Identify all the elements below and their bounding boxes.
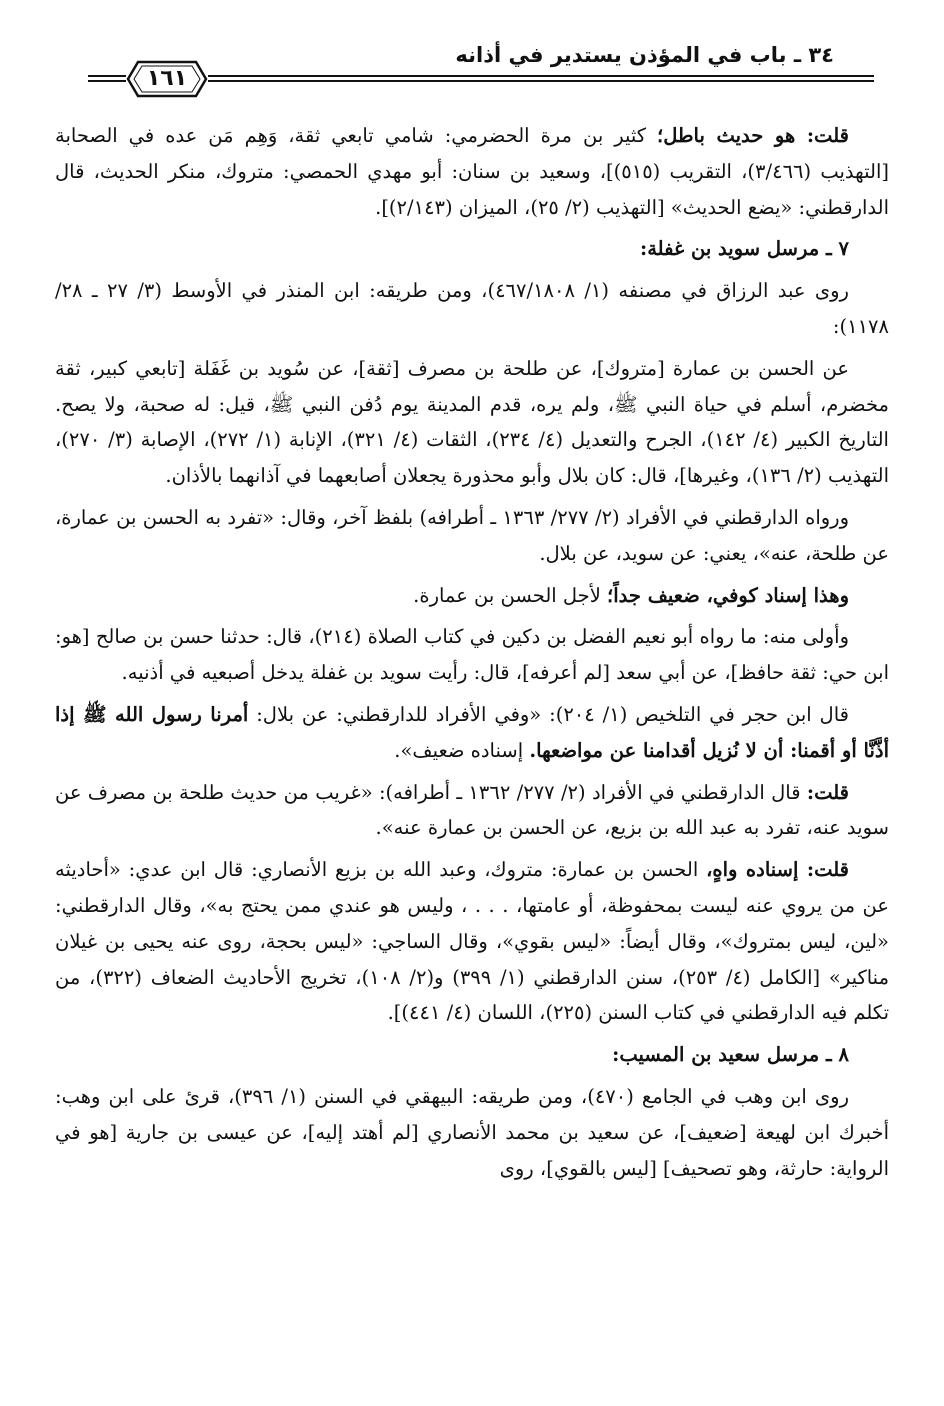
body-text <box>55 118 889 1192</box>
page-number: ١٦١ <box>146 66 188 91</box>
paragraph-3: عن الحسن بن عمارة [متروك]، عن طلحة بن مصرف [ثقة]، عن سُويد بن غَفَلة [تابعي كبير، ثقة مخضرم، أسلم في حياة النبي ﷺ، ولم يره، قدم المدينة يوم دُفن النبي ﷺ، قيل: له صحبة، ولا يصح. التاريخ الكبير (٤/ ١٤٢)، الجرح والتعديل (٤/ ٢٣٤)، الثقات (٤/ ٣٢١)، الإنابة (١/ ٢٧٢)، الإصابة (٣/ ٢٧٠)، التهذيب (٢/ ١٣٦)، وغيرها]، قال: كان بلال وأبو محذورة يجعلان أصابعهما في آذانهما بالأذان. <box>55 356 889 488</box>
paragraph-6: وأولى منه: ما رواه أبو نعيم الفضل بن دكين في كتاب الصلاة (٢١٤)، قال: حدثنا حسن بن صالح [هو: ابن حي: ثقة حافظ]، عن أبي سعد [لم أعرفه]، قال: رأيت سويد بن غفلة يدخل أصبعيه في أذنيه. <box>55 625 889 685</box>
paragraph-5 <box>55 578 889 614</box>
header-rule-left <box>88 75 126 82</box>
inline-label: قلت: هو حديث باطل؛ <box>657 124 849 147</box>
paragraph-text: قال ابن حجر في التلخيص (١/ ٢٠٤): «وفي الأفراد للدارقطني: عن بلال: <box>248 702 849 726</box>
inline-label: وهذا إسناد كوفي، ضعيف جداً؛ <box>607 583 849 607</box>
paragraph-text: قال الدارقطني في الأفراد (٢/ ٢٧٧/ ١٣٦٢ ـ أطرافه): «غريب من حديث طلحة بن مصرف عن سويد عنه، تفرد به عبد الله بن بزيع، عن الحسن بن عمارة عنه». <box>55 780 889 840</box>
paragraph-text: الحسن بن عمارة: متروك، وعبد الله بن بزيع الأنصاري: قال ابن عدي: «أحاديثه عن من يروي عنه ليست بمحفوظة، أو عامتها، . . . ، وليس هو عندي ممن يحتج به»، وقال الدارقطني: «لين، ليس بمتروك»، وقال أيضاً: «ليس بقوي»، وقال الساجي: «ليس بحجة، روى عنه يحيى بن غيلان مناكير» [الكامل (٤/ ٢٥٣)، سنن الدارقطني (١/ ٣٩٩) و(٢/ ١٠٨)، تخريج الأحاديث الضعاف (٣٢٢)، من تكلم فيه الدارقطني في كتاب السنن (٢٢٥)، اللسان (٤/ ٤٤١)]. <box>55 858 890 1025</box>
paragraph-2: روى عبد الرزاق في مصنفه (١/ ٤٦٧/١٨٠٨)، ومن طريقه: ابن المنذر في الأوسط (٣/ ٢٧ ـ ٢٨/ ١١٧٨): <box>55 279 889 338</box>
paragraph-10: روى ابن وهب في الجامع (٤٧٠)، ومن طريقه: البيهقي في السنن (١/ ٣٩٦)، قرئ على ابن وهب: أخبرك ابن لهيعة [ضعيف]، عن سعيد بن محمد الأنصاري [لم أهتد إليه]، عن عيسى بن جارية [هو في الرواية: حارثة، وهو تصحيف] [ليس بالقوي]، روى <box>55 1084 889 1180</box>
inline-label: قلت: إسناده واهٍ، <box>706 858 850 882</box>
section-heading-8: ٨ ـ مرسل سعيد بن المسيب: <box>612 1043 849 1067</box>
section-heading-7: ٧ ـ مرسل سويد بن غفلة: <box>640 237 849 261</box>
paragraph-9 <box>55 852 889 1031</box>
paragraph-4: ورواه الدارقطني في الأفراد (٢/ ٢٧٧/ ١٣٦٣ ـ أطرافه) بلفظ آخر، وقال: «تفرد به الحسن بن عمارة، عن طلحة، عنه»، يعني: عن سويد، عن بلال. <box>55 505 889 565</box>
paragraph-text: لأجل الحسن بن عمارة. <box>413 583 608 607</box>
paragraph-text: إسناده ضعيف». <box>394 738 530 762</box>
running-title: ٣٤ ـ باب في المؤذن يستدير في أذانه <box>455 43 834 67</box>
paragraph-text: كثير بن مرة الحضرمي: شامي تابعي ثقة، وَهِم مَن عده في الصحابة [التهذيب (٣/٤٦٦)، التقريب (٥١٥)]، وسعيد بن سنان: أبو مهدي الحمصي: متروك، منكر الحديث، قال الدارقطني: «يضع الحديث» [التهذيب (٢/ ٢٥)، الميزان (٢/١٤٣)]. <box>55 124 889 219</box>
inline-label: قلت: <box>806 780 849 804</box>
paragraph-8 <box>55 775 889 847</box>
header-rule-right <box>208 75 874 82</box>
paragraph-7 <box>55 697 889 769</box>
paragraph-1 <box>55 118 889 225</box>
hadith-quote: أمرنا رسول الله ﷺ إذا أذَّنَّا أو أقمنا: أن لا نُزيل أقدامنا عن مواضعها. <box>55 702 889 762</box>
page-number-badge <box>126 60 208 98</box>
